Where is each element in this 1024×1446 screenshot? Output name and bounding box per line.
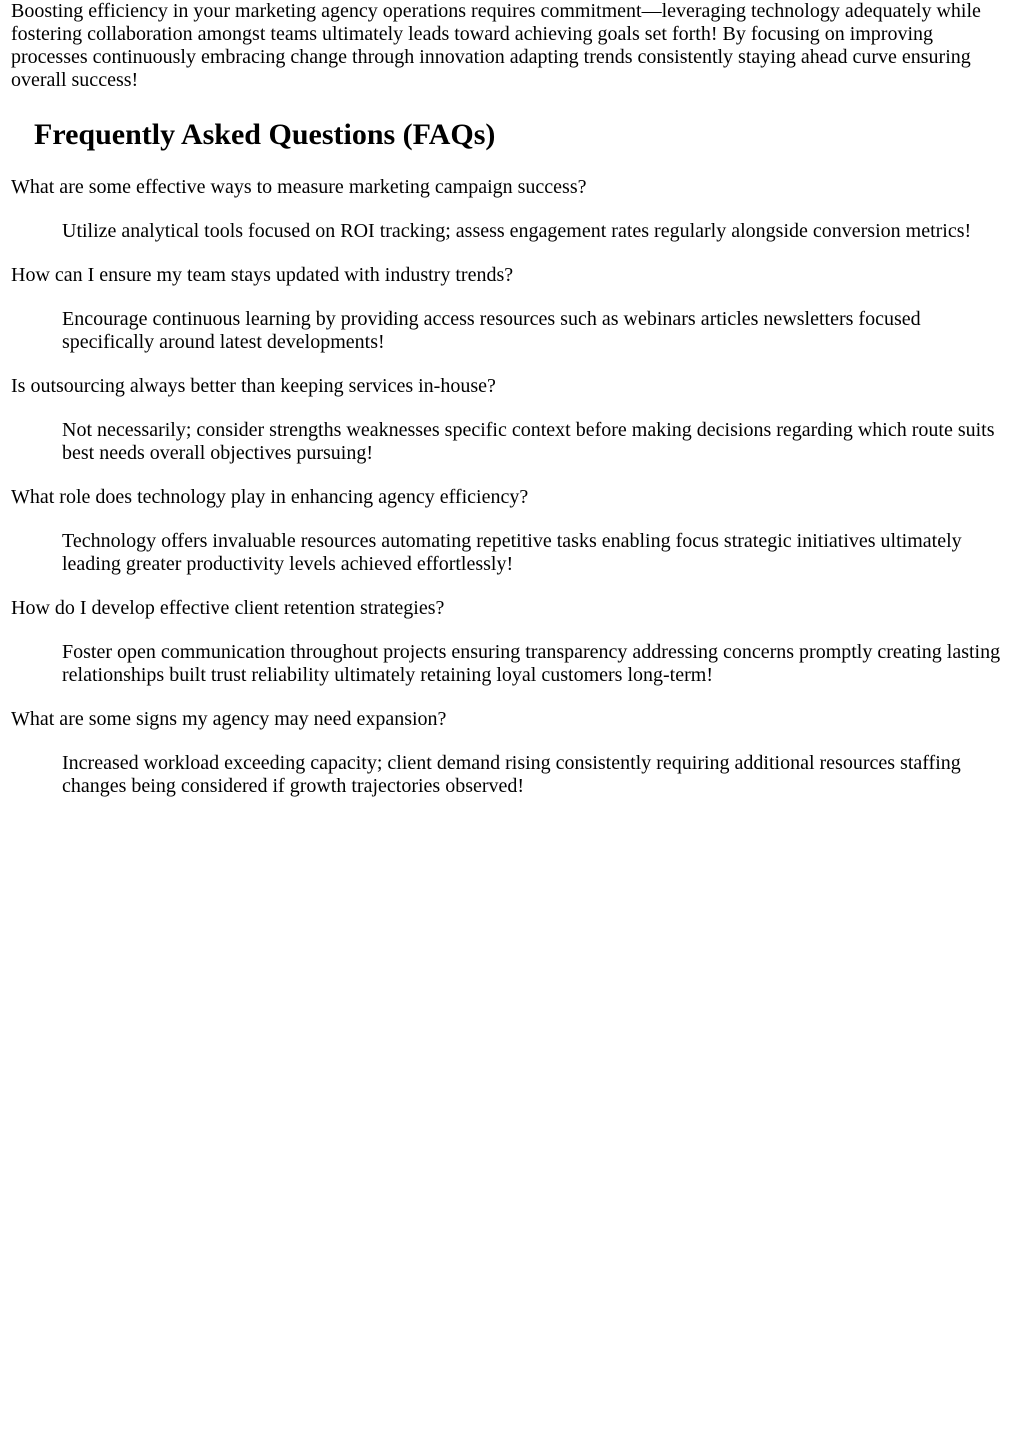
faq-question: What are some effective ways to measure marketing campaign success? xyxy=(11,176,587,198)
faq-answer: Technology offers invaluable resources automating repetitive tasks enabling focus strategic initiatives ultimately leading greater productivity levels achieved effortlessly! xyxy=(62,530,962,575)
faq-answer: Increased workload exceeding capacity; client demand rising consistently requiring additional resources staffing changes being considered if growth trajectories observed! xyxy=(62,752,961,797)
faq-question: What are some signs my agency may need expansion? xyxy=(11,708,447,730)
faq-item xyxy=(11,708,1013,798)
intro-paragraph: Boosting efficiency in your marketing agency operations requires commitment—leveraging technology adequately while fostering collaboration amongst teams ultimately leads toward achieving goals set forth! By focusing on improving processes continuously embracing change through innovation adapting trends consistently staying ahead curve ensuring overall success! xyxy=(11,0,981,91)
faq-answer: Not necessarily; consider strengths weaknesses specific context before making decisions regarding which route suits best needs overall objectives pursuing! xyxy=(62,419,995,464)
faq-question: How do I develop effective client retention strategies? xyxy=(11,597,445,619)
faq-answer: Foster open communication throughout projects ensuring transparency addressing concerns promptly creating lasting relationships built trust reliability ultimately retaining loyal customers long-term! xyxy=(62,641,1001,686)
faq-question: What role does technology play in enhancing agency efficiency? xyxy=(11,486,529,508)
faq-item xyxy=(11,486,1013,576)
faq-question: How can I ensure my team stays updated with industry trends? xyxy=(11,264,514,286)
faq-item xyxy=(11,264,1013,354)
faq-item xyxy=(11,597,1013,687)
faq-item xyxy=(11,176,1013,243)
faq-answer: Encourage continuous learning by providing access resources such as webinars articles newsletters focused specifically around latest developments! xyxy=(62,308,921,353)
faq-question: Is outsourcing always better than keeping services in-house? xyxy=(11,375,496,397)
faq-list xyxy=(11,176,1013,798)
faq-answer: Utilize analytical tools focused on ROI tracking; assess engagement rates regularly alongside conversion metrics! xyxy=(62,220,972,242)
faq-heading: Frequently Asked Questions (FAQs) xyxy=(34,118,496,151)
faq-item xyxy=(11,375,1013,465)
